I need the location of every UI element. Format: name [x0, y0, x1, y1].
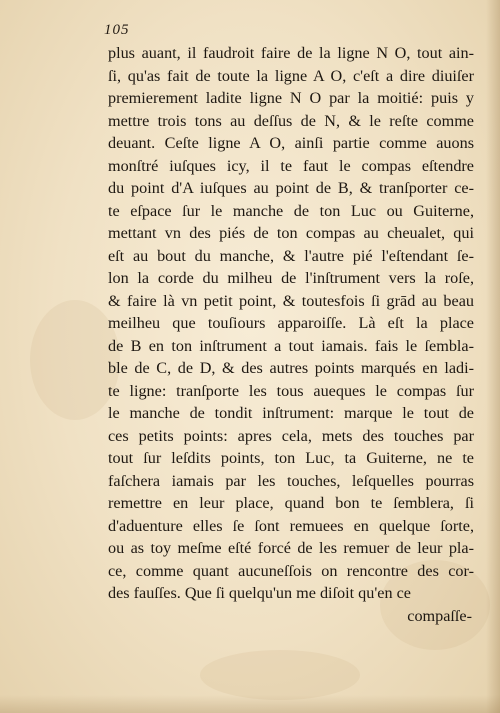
text-line: eſt au bout du manche, & l'autre pié l'eſtendant ſe- [108, 246, 474, 265]
text-line: faſchera iamais par les touches, leſquelles pourras [108, 471, 474, 490]
text-line: meilheu que touſiours apparoiſſe. Là eſt la place [108, 314, 474, 332]
paper-stain [30, 300, 120, 420]
text-line: des fauſſes. Que ſi quelqu'un me diſoit qu'en ce [108, 584, 411, 602]
text-line: plus auant, il faudroit faire de la ligne N O, tout ain- [108, 44, 474, 62]
text-line: & faire là vn petit point, & toutesfois ſi grād au beau [108, 291, 474, 310]
text-line: lon la corde du milheu de l'inſtrument vers la roſe, [108, 269, 474, 287]
text-line: remettre en leur place, quand bon te ſemblera, ſi [108, 494, 474, 512]
page-edge-shadow [486, 0, 500, 713]
text-line: tout ſur leſdits points, ton Luc, ta Guiterne, ne te [108, 449, 474, 467]
text-line: de B en ton inſtrument a tout iamais. fais le ſembla- [108, 336, 474, 355]
text-line: deuant. Ceſte ligne A O, ainſi partie comme auons [108, 134, 474, 152]
text-line: du point d'A iuſques au point de B, & tranſporter ce- [108, 179, 474, 197]
text-line: mettre trois tons au deſſus de N, & le reſte comme [108, 111, 474, 130]
text-line: ce, comme quant aucuneſſois on rencontre des cor- [108, 561, 474, 580]
page-edge-shadow [0, 695, 500, 713]
text-line: te ligne: tranſporte les tous aueques le compas ſur [108, 381, 474, 400]
text-line: ſi, qu'as fait de toute la ligne A O, c'eſt a dire diuiſer [108, 66, 474, 85]
page-number: 105 [104, 22, 130, 38]
text-line: premierement ladite ligne N O par la moitié: puis y [108, 89, 474, 107]
text-line: ces petits points: apres cela, mets des touches par [108, 426, 474, 445]
text-line: monſtré iuſques icy, il te faut le compas eſtendre [108, 156, 474, 175]
text-line: ble de C, de D, & des autres points marqués en ladi- [108, 359, 474, 377]
body-text [108, 42, 474, 627]
text-line: ou as toy meſme eſté forcé de les remuer de leur pla- [108, 539, 474, 557]
text-line: d'aduenture elles ſe ſont remuees en quelque ſorte, [108, 516, 474, 535]
catchword: compaſſe- [407, 606, 472, 625]
text-line: te eſpace ſur le manche de ton Luc ou Guiterne, [108, 201, 474, 220]
text-line: le manche de tondit inſtrument: marque le tout de [108, 404, 474, 422]
paper-stain [200, 650, 360, 700]
text-line: mettant vn des piés de ton compas au cheualet, qui [108, 224, 474, 242]
